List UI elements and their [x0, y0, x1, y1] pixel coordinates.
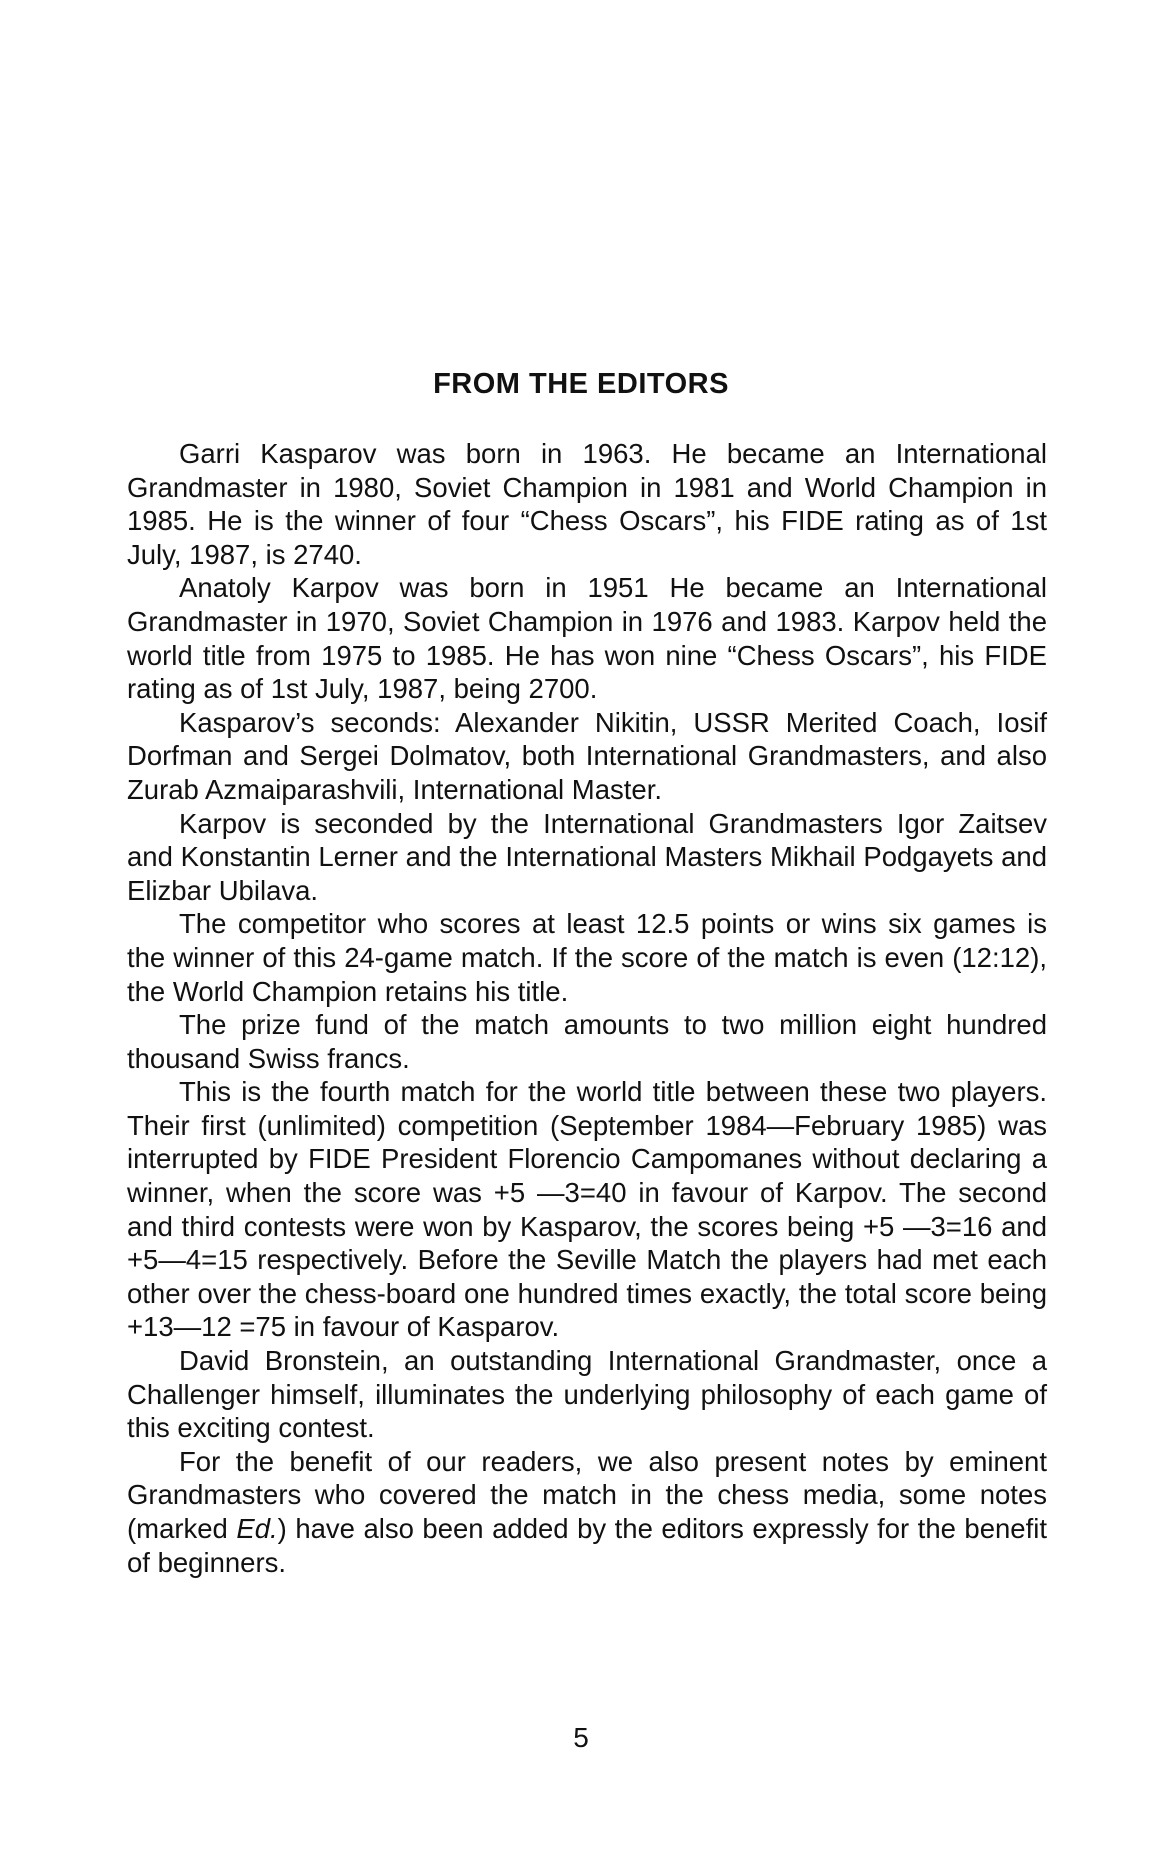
notes-text-before: For the benefit of our readers, we also present notes by eminent Grandmasters who covered the match in the chess media, some notes (marked — [127, 1445, 1047, 1544]
paragraph-notes — [127, 1445, 1047, 1579]
editors-note-body — [127, 437, 1047, 1579]
paragraph-bronstein: David Bronstein, an outstanding International Grandmaster, once a Challenger himself, illuminates the underlying philosophy of each game of this exciting contest. — [127, 1345, 1047, 1444]
page-number: 5 — [573, 1722, 589, 1753]
paragraph-match-history: This is the fourth match for the world title between these two players. Their first (unlimited) competition (September 1984—February 1985) was interrupted by FIDE President Florencio Campomanes without declaring a winner, when the score was +5 —3=40 in favour of Karpov. The second and third contests were won by Kasparov, the scores being +5 —3=16 and +5—4=15 respectively. Before the Seville Match the players had met each other over the chess-board one hundred times exactly, the total score being +13—12 =75 in favour of Kasparov. — [127, 1076, 1047, 1343]
paragraph-karpov-bio: Anatoly Karpov was born in 1951 He became an International Grandmaster in 1970, Soviet Champion in 1976 and 1983. Karpov held the world title from 1975 to 1985. He has won nine “Chess Oscars”, his FIDE rating as of 1st July, 1987, being 2700. — [127, 572, 1047, 705]
notes-text-after: ) have also been added by the editors expressly for the benefit of beginners. — [127, 1513, 1047, 1578]
paragraph-kasparov-seconds: Kasparov’s seconds: Alexander Nikitin, USSR Merited Coach, Iosif Dorfman and Sergei Dolmatov, both International Grandmasters, and also Zurab Azmaiparashvili, International Master. — [127, 706, 1047, 805]
paragraph-kasparov-bio: Garri Kasparov was born in 1963. He became an International Grandmaster in 1980, Soviet Champion in 1981 and World Champion in 1985. He is the winner of four “Chess Oscars”, his FIDE rating as of 1st July, 1987, is 2740. — [127, 438, 1047, 570]
paragraph-prize-fund: The prize fund of the match amounts to two million eight hundred thousand Swiss francs. — [127, 1009, 1047, 1074]
editor-mark: Ed. — [236, 1513, 278, 1544]
paragraph-karpov-seconds: Karpov is seconded by the International Grandmasters Igor Zaitsev and Konstantin Lerner and the International Masters Mikhail Podgayets and Elizbar Ubilava. — [127, 807, 1047, 906]
paragraph-match-rules: The competitor who scores at least 12.5 points or wins six games is the winner of this 24-game match. If the score of the match is even (12:12), the World Champion retains his title. — [127, 908, 1047, 1007]
page-title: FROM THE EDITORS — [433, 368, 729, 400]
